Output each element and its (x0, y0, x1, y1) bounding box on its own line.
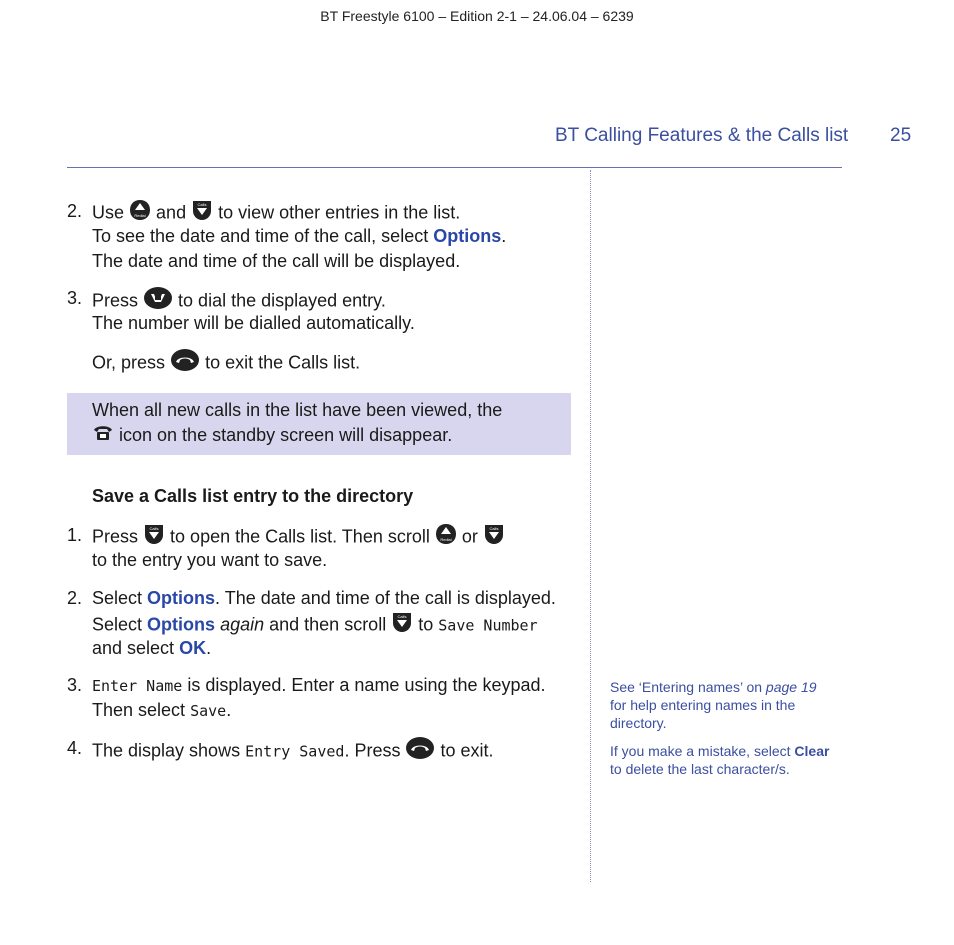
redial-up-icon (435, 523, 457, 552)
clear-softkey-label: Clear (794, 743, 830, 759)
step-number: 1. (67, 525, 83, 545)
svg-text:Calls: Calls (149, 526, 159, 531)
svg-text:Calls: Calls (397, 614, 407, 619)
step-line: To see the date and time of the call, select Options. (92, 226, 507, 246)
svg-text:Redial: Redial (134, 213, 146, 218)
step-line: to the entry you want to save. (92, 550, 328, 570)
svg-text:Redial: Redial (440, 537, 452, 542)
column-divider (590, 170, 591, 882)
step-line: The date and time of the call will be displayed. (92, 251, 461, 271)
ok-softkey-label: OK (179, 638, 207, 658)
sidebar-tip-line: to delete the last character/s. (610, 761, 790, 777)
calls-down-icon (391, 611, 413, 640)
step-line: The number will be dialled automatically. (92, 313, 415, 333)
calls-down-icon (483, 523, 505, 552)
header-rule (67, 167, 842, 168)
sidebar-tip-line: If you make a mistake, select Clear (610, 743, 830, 759)
end-call-icon (405, 736, 435, 767)
options-softkey-label: Options (433, 226, 502, 246)
sidebar-tip-line: See ‘Entering names’ on page 19 (610, 679, 817, 695)
step-line: Select Options again and then scroll Calls to Save Number (92, 611, 538, 640)
display-text: Save Number (438, 616, 538, 635)
step-line: and select OK. (92, 638, 212, 658)
step-number: 3. (67, 288, 83, 308)
step-number: 2. (67, 588, 83, 608)
section-subheading: Save a Calls list entry to the directory (92, 486, 414, 506)
display-text: Entry Saved (245, 742, 345, 761)
svg-text:Calls: Calls (489, 526, 499, 531)
svg-text:Calls: Calls (197, 202, 207, 207)
step-number: 4. (67, 738, 83, 758)
page-number: 25 (890, 125, 912, 146)
step-number: 3. (67, 675, 83, 695)
step-line: Enter Name is displayed. Enter a name using the keypad. (92, 675, 546, 695)
display-text: Save (190, 702, 227, 720)
step-line: Then select Save. (92, 700, 232, 720)
sidebar-tip-line: directory. (610, 715, 667, 731)
step-number: 2. (67, 201, 83, 221)
step-line: The display shows Entry Saved. Press to exit. (92, 736, 494, 767)
note-line: icon on the standby screen will disappear. (92, 423, 452, 449)
end-call-icon (170, 348, 200, 379)
step-line: Press to dial the displayed entry. (92, 286, 386, 317)
step-line: Select Options. The date and time of the call is displayed. (92, 588, 556, 608)
phone-icon (92, 424, 114, 449)
options-softkey-label: Options (147, 614, 216, 635)
document-header: BT Freestyle 6100 – Edition 2-1 – 24.06.04 – 6239 (320, 8, 634, 24)
step-line: Press Calls to open the Calls list. Then scroll Redial or Calls (92, 523, 505, 552)
section-title: BT Calling Features & the Calls list (555, 125, 849, 146)
note-line: When all new calls in the list have been viewed, the (92, 400, 503, 420)
page-reference: page 19 (765, 679, 817, 695)
display-text: Enter Name (92, 677, 183, 695)
sidebar-tip-line: for help entering names in the (610, 697, 796, 713)
step-line: Or, press to exit the Calls list. (92, 348, 360, 379)
options-softkey-label: Options (147, 588, 216, 608)
step-line: Use Redial and Calls to view other entries in the list. (92, 199, 460, 228)
